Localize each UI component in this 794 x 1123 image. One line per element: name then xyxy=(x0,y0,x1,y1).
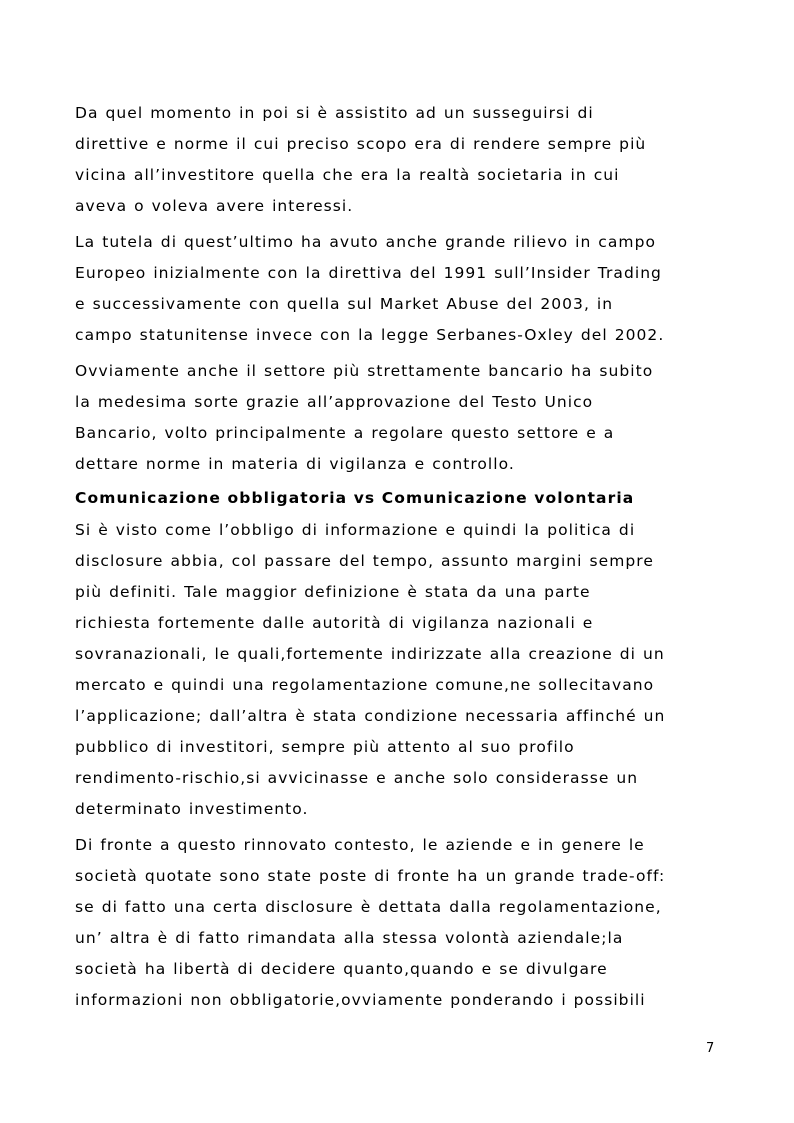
paragraph xyxy=(75,515,720,825)
text-line: campo statunitense invece con la legge Serbanes-Oxley del 2002. xyxy=(75,326,665,344)
text-line: sovranazionali, le quali,fortemente indirizzate alla creazione di un xyxy=(75,645,665,663)
text-line: Ovviamente anche il settore più strettamente bancario ha subito xyxy=(75,362,654,380)
text-line: mercato e quindi una regolamentazione comune,ne sollecitavano xyxy=(75,676,655,694)
text-line: società ha libertà di decidere quanto,quando e se divulgare xyxy=(75,960,608,978)
text-line: determinato investimento. xyxy=(75,800,309,818)
text-line: società quotate sono state poste di fronte ha un grande trade-off: xyxy=(75,867,666,885)
paragraph-group-2 xyxy=(75,515,720,1016)
text-line: dettare norme in materia di vigilanza e controllo. xyxy=(75,455,515,473)
paragraph xyxy=(75,830,720,1016)
paragraph xyxy=(75,98,720,222)
paragraph xyxy=(75,356,720,480)
text-line: aveva o voleva avere interessi. xyxy=(75,197,354,215)
text-line: l’applicazione; dall’altra è stata condizione necessaria affinché un xyxy=(75,707,666,725)
text-line: richiesta fortemente dalle autorità di vigilanza nazionali e xyxy=(75,614,594,632)
text-line: un’ altra è di fatto rimandata alla stessa volontà aziendale;la xyxy=(75,929,624,947)
text-line: disclosure abbia, col passare del tempo, assunto margini sempre xyxy=(75,552,654,570)
text-line: Bancario, volto principalmente a regolare questo settore e a xyxy=(75,424,615,442)
text-line: vicina all’investitore quella che era la realtà societaria in cui xyxy=(75,166,620,184)
paragraph xyxy=(75,227,720,351)
text-line: pubblico di investitori, sempre più attento al suo profilo xyxy=(75,738,575,756)
section-heading: Comunicazione obbligatoria vs Comunicazione volontaria xyxy=(75,489,635,507)
text-line: direttive e norme il cui preciso scopo era di rendere sempre più xyxy=(75,135,647,153)
text-line: la medesima sorte grazie all’approvazione del Testo Unico xyxy=(75,393,594,411)
body-text xyxy=(75,98,720,1021)
text-line: Si è visto come l’obbligo di informazione e quindi la politica di xyxy=(75,521,636,539)
text-line: Europeo inizialmente con la direttiva del 1991 sull’Insider Trading xyxy=(75,264,662,282)
text-line: e successivamente con quella sul Market Abuse del 2003, in xyxy=(75,295,614,313)
text-line: se di fatto una certa disclosure è dettata dalla regolamentazione, xyxy=(75,898,662,916)
text-line: rendimento-rischio,si avvicinasse e anche solo considerasse un xyxy=(75,769,639,787)
text-line: Da quel momento in poi si è assistito ad un susseguirsi di xyxy=(75,104,594,122)
text-line: La tutela di quest’ultimo ha avuto anche grande rilievo in campo xyxy=(75,233,656,251)
text-line: informazioni non obbligatorie,ovviamente ponderando i possibili xyxy=(75,991,646,1009)
page-number: 7 xyxy=(706,1041,715,1056)
text-line: più definiti. Tale maggior definizione è stata da una parte xyxy=(75,583,591,601)
paragraph-group-1 xyxy=(75,98,720,480)
text-line: Di fronte a questo rinnovato contesto, le aziende e in genere le xyxy=(75,836,645,854)
